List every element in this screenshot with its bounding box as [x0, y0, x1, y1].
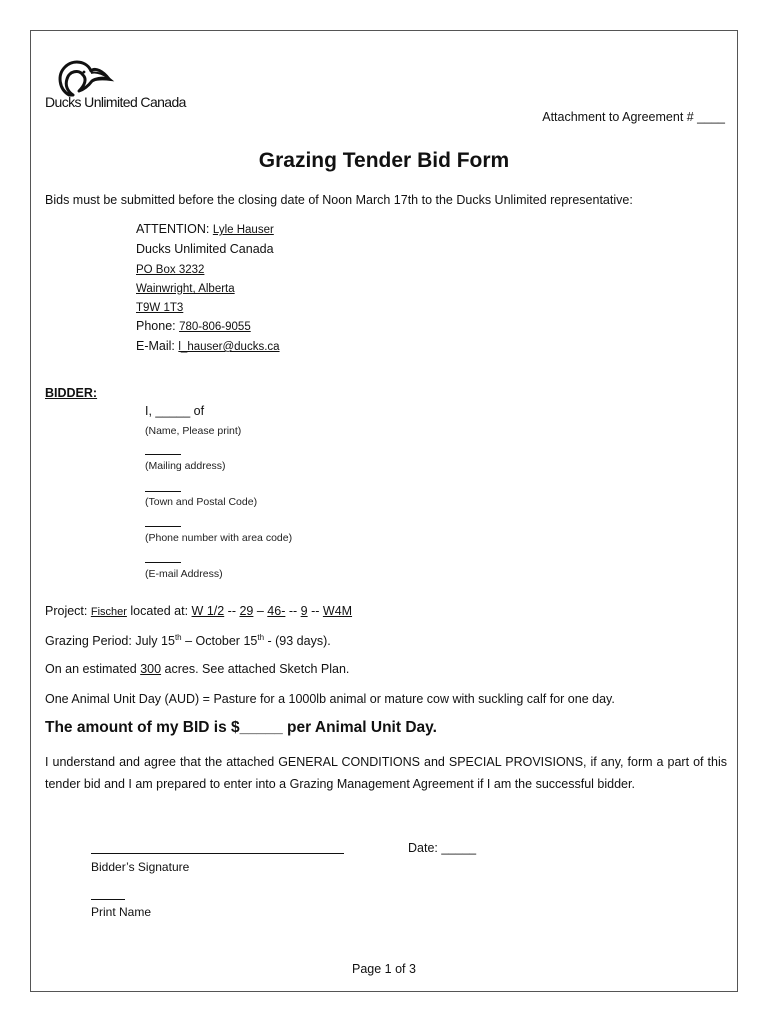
print-name-line[interactable] [91, 899, 125, 900]
address-city [136, 281, 235, 295]
acres-value: 300 [140, 662, 162, 676]
grazing-sup: th [174, 633, 182, 642]
email-hint: (E-mail Address) [145, 568, 223, 580]
attachment-number: Attachment to Agreement # ____ [542, 110, 725, 124]
address-org: Ducks Unlimited Canada [136, 242, 274, 256]
grazing-end: - (93 days). [264, 634, 331, 649]
grazing-mid: – October 15 [181, 634, 258, 649]
legal-meridian: W4M [322, 604, 353, 618]
email-link[interactable]: l_hauser@ducks.ca [178, 341, 280, 353]
grazing-sup: th [257, 633, 265, 642]
attention-label: ATTENTION: [136, 222, 213, 236]
mailing-address-blank[interactable] [145, 454, 181, 455]
legal-sep: – [253, 604, 268, 618]
postal-text: T9W 1T3 [136, 302, 184, 314]
town-postal-blank[interactable] [145, 491, 181, 492]
project-label: Project: [45, 604, 91, 618]
acres-post: acres. See attached Sketch Plan. [161, 662, 350, 676]
attention-name: Lyle Hauser [212, 224, 274, 236]
po-box-text: PO Box 3232 [136, 264, 205, 276]
address-phone [136, 319, 251, 333]
project-line [45, 604, 352, 618]
legal-sep: -- [307, 604, 323, 618]
phone-label: Phone: [136, 319, 180, 333]
legal-section: 29 [239, 604, 254, 618]
acres-pre: On an estimated [45, 662, 141, 676]
agreement-paragraph: I understand and agree that the attached GENERAL CONDITIONS and SPECIAL PROVISIONS, if any, form a part of this tender bid and I am prepared to enter into a Grazing Management Agreement if I am the successful bidder. [45, 755, 727, 791]
page-title: Grazing Tender Bid Form [258, 149, 510, 172]
legal-quarter: W 1/2 [191, 604, 225, 618]
date-field[interactable]: Date: _____ [408, 841, 477, 855]
email-address-blank[interactable] [145, 562, 181, 563]
name-hint: (Name, Please print) [145, 425, 242, 437]
signature-label: Bidder’s Signature [91, 860, 190, 874]
attention-line [136, 222, 274, 236]
phone-link[interactable]: 780-806-9055 [179, 321, 251, 333]
grazing-period-line [45, 633, 331, 648]
page-number: Page 1 of 3 [352, 962, 416, 976]
address-email [136, 339, 280, 353]
logo-text: Ducks Unlimited Canada [45, 94, 186, 110]
legal-township: 46- [267, 604, 286, 618]
legal-sep: -- [224, 604, 240, 618]
phone-number-blank[interactable] [145, 526, 181, 527]
aud-definition: One Animal Unit Day (AUD) = Pasture for a 1000lb animal or mature cow with suckling calf for one day. [45, 692, 615, 706]
print-name-label: Print Name [91, 905, 152, 919]
project-name: Fischer [90, 606, 127, 618]
address-postal [136, 300, 183, 314]
mailing-hint: (Mailing address) [145, 460, 226, 472]
legal-range: 9 [300, 604, 308, 618]
legal-sep: -- [285, 604, 301, 618]
town-hint: (Town and Postal Code) [145, 496, 258, 508]
bidder-heading: BIDDER: [45, 386, 98, 400]
bid-amount-line[interactable]: The amount of my BID is $_____ per Animal Unit Day. [45, 719, 437, 736]
signature-line[interactable] [91, 853, 344, 854]
grazing-label: Grazing Period: July 15 [45, 634, 175, 649]
project-located: located at: [126, 604, 192, 618]
bidder-name-line[interactable]: I, _____ of [145, 404, 205, 418]
document-page [30, 30, 738, 992]
phone-hint: (Phone number with area code) [145, 532, 293, 544]
acres-line [45, 662, 349, 676]
intro-text: Bids must be submitted before the closing date of Noon March 17th to the Ducks Unlimited representative: [45, 193, 633, 207]
address-po-box [136, 262, 204, 276]
email-label: E-Mail: [136, 339, 179, 353]
city-text: Wainwright, Alberta [136, 283, 235, 295]
